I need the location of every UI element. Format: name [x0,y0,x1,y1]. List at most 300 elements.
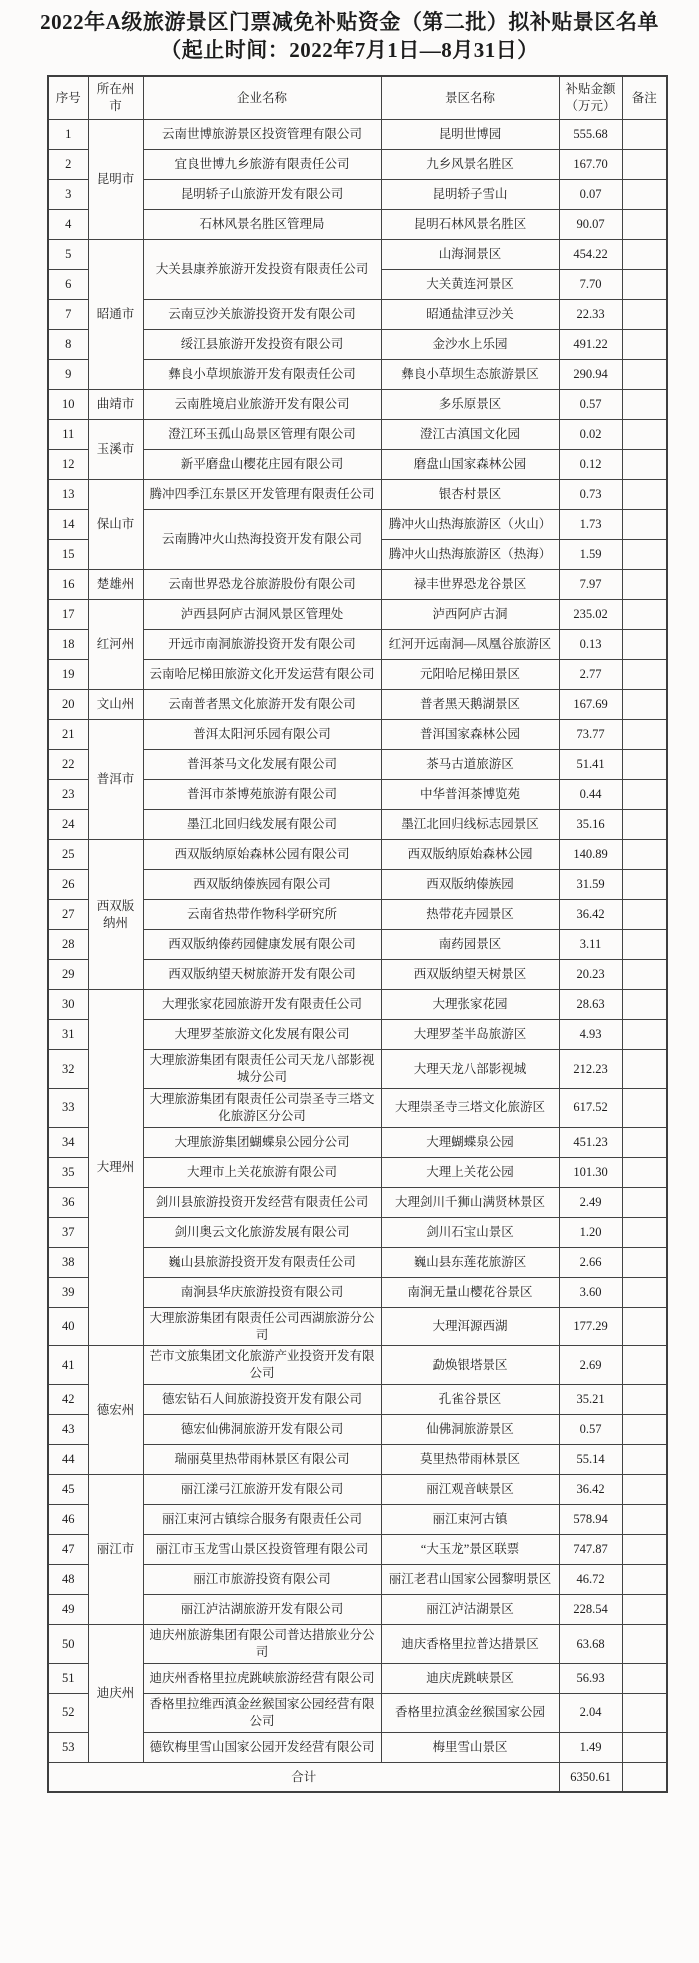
row-no-cell: 12 [48,450,88,480]
company-cell: 大理旅游集团有限责任公司天龙八部影视城分公司 [143,1050,381,1089]
row-no-cell: 41 [48,1346,88,1385]
company-cell: 迪庆州香格里拉虎跳峡旅游经营有限公司 [143,1663,381,1693]
amount-cell: 46.72 [559,1565,622,1595]
note-cell [622,1050,667,1089]
note-cell [622,960,667,990]
scenic-cell: 大理剑川千狮山满贤林景区 [381,1187,559,1217]
scenic-cell: 南药园景区 [381,930,559,960]
scenic-cell: 香格里拉滇金丝猴国家公园 [381,1693,559,1732]
row-no-cell: 8 [48,330,88,360]
row-no-cell: 48 [48,1565,88,1595]
row-no-cell: 42 [48,1385,88,1415]
note-cell [622,300,667,330]
scenic-cell: 腾冲火山热海旅游区（火山） [381,510,559,540]
scenic-cell: 西双版纳傣族园 [381,870,559,900]
row-no-cell: 15 [48,540,88,570]
title-line-2: （起止时间：2022年7月1日—8月31日） [160,38,539,63]
amount-cell: 56.93 [559,1663,622,1693]
amount-cell: 31.59 [559,870,622,900]
company-cell: 西双版纳傣药园健康发展有限公司 [143,930,381,960]
row-no-cell: 51 [48,1663,88,1693]
company-cell: 大理旅游集团蝴蝶泉公园分公司 [143,1127,381,1157]
note-cell [622,1565,667,1595]
company-cell: 云南腾冲火山热海投资开发有限公司 [143,510,381,570]
row-no-cell: 35 [48,1157,88,1187]
row-no-cell: 27 [48,900,88,930]
table-row [48,240,667,270]
note-cell [622,1505,667,1535]
amount-cell: 51.41 [559,750,622,780]
note-cell [622,1307,667,1346]
table-row [48,840,667,870]
scenic-cell: 昆明轿子雪山 [381,180,559,210]
row-no-cell: 53 [48,1732,88,1762]
city-cell: 曲靖市 [88,390,143,420]
amount-cell: 1.59 [559,540,622,570]
city-cell: 丽江市 [88,1475,143,1625]
amount-cell: 2.69 [559,1346,622,1385]
amount-cell: 451.23 [559,1127,622,1157]
company-cell: 大理旅游集团有限责任公司崇圣寺三塔文化旅游区分公司 [143,1088,381,1127]
scenic-cell: 丽江老君山国家公园黎明景区 [381,1565,559,1595]
total-label-cell: 合计 [48,1762,559,1792]
amount-cell: 555.68 [559,120,622,150]
scenic-cell: 大理洱源西湖 [381,1307,559,1346]
scenic-cell: 仙佛洞旅游景区 [381,1415,559,1445]
total-amount-cell: 6350.61 [559,1762,622,1792]
header-company: 企业名称 [143,76,381,120]
amount-cell: 1.49 [559,1732,622,1762]
note-cell [622,420,667,450]
company-cell: 云南普者黑文化旅游开发有限公司 [143,690,381,720]
company-cell: 云南世界恐龙谷旅游股份有限公司 [143,570,381,600]
note-cell [622,1187,667,1217]
company-cell: 云南省热带作物科学研究所 [143,900,381,930]
scenic-cell: 勐焕银塔景区 [381,1346,559,1385]
note-cell [622,1277,667,1307]
note-cell [622,1415,667,1445]
note-cell [622,450,667,480]
company-cell: 大理罗荃旅游文化发展有限公司 [143,1020,381,1050]
scenic-cell: 普者黑天鹅湖景区 [381,690,559,720]
amount-cell: 36.42 [559,900,622,930]
scenic-cell: 南涧无量山樱花谷景区 [381,1277,559,1307]
note-cell [622,390,667,420]
company-cell: 南涧县华庆旅游投资有限公司 [143,1277,381,1307]
scenic-cell: 墨江北回归线标志园景区 [381,810,559,840]
amount-cell: 0.07 [559,180,622,210]
scenic-cell: 西双版纳原始森林公园 [381,840,559,870]
amount-cell: 4.93 [559,1020,622,1050]
row-no-cell: 47 [48,1535,88,1565]
row-no-cell: 39 [48,1277,88,1307]
table-header [48,76,667,120]
note-cell [622,1157,667,1187]
header-row [48,76,667,120]
note-cell [622,780,667,810]
note-cell [622,720,667,750]
row-no-cell: 10 [48,390,88,420]
row-no-cell: 22 [48,750,88,780]
table-row [48,570,667,600]
company-cell: 德宏仙佛洞旅游开发有限公司 [143,1415,381,1445]
scenic-cell: 丽江泸沽湖景区 [381,1595,559,1625]
company-cell: 芒市文旅集团文化旅游产业投资开发有限公司 [143,1346,381,1385]
note-cell [622,180,667,210]
row-no-cell: 52 [48,1693,88,1732]
scenic-cell: 山海洞景区 [381,240,559,270]
company-cell: 云南胜境启业旅游开发有限公司 [143,390,381,420]
note-cell [622,1217,667,1247]
company-cell: 剑川县旅游投资开发经营有限责任公司 [143,1187,381,1217]
scenic-cell: 中华普洱茶博览苑 [381,780,559,810]
table-row [48,690,667,720]
note-cell [622,1127,667,1157]
company-cell: 西双版纳傣族园有限公司 [143,870,381,900]
company-cell: 普洱市茶博苑旅游有限公司 [143,780,381,810]
row-no-cell: 5 [48,240,88,270]
row-no-cell: 29 [48,960,88,990]
scenic-cell: 澄江古滇国文化园 [381,420,559,450]
table-row [48,1346,667,1385]
company-cell: 西双版纳望天树旅游开发有限公司 [143,960,381,990]
note-cell [622,120,667,150]
company-cell: 宜良世博九乡旅游有限责任公司 [143,150,381,180]
row-no-cell: 17 [48,600,88,630]
scenic-cell: 腾冲火山热海旅游区（热海） [381,540,559,570]
row-no-cell: 40 [48,1307,88,1346]
scenic-cell: 丽江观音峡景区 [381,1475,559,1505]
scenic-cell: 多乐原景区 [381,390,559,420]
row-no-cell: 49 [48,1595,88,1625]
amount-cell: 140.89 [559,840,622,870]
note-cell [622,630,667,660]
note-cell [622,1088,667,1127]
table-body [48,120,667,1763]
row-no-cell: 4 [48,210,88,240]
city-cell: 玉溪市 [88,420,143,480]
amount-cell: 0.13 [559,630,622,660]
note-cell [622,690,667,720]
amount-cell: 1.73 [559,510,622,540]
note-cell [622,750,667,780]
amount-cell: 22.33 [559,300,622,330]
city-cell: 西双版纳州 [88,840,143,990]
amount-cell: 177.29 [559,1307,622,1346]
company-cell: 丽江漾弓江旅游开发有限公司 [143,1475,381,1505]
company-cell: 丽江泸沽湖旅游开发有限公司 [143,1595,381,1625]
company-cell: 泸西县阿庐古洞风景区管理处 [143,600,381,630]
amount-cell: 2.66 [559,1247,622,1277]
note-cell [622,1247,667,1277]
scenic-cell: 元阳哈尼梯田景区 [381,660,559,690]
row-no-cell: 38 [48,1247,88,1277]
note-cell [622,1625,667,1664]
row-no-cell: 33 [48,1088,88,1127]
scenic-cell: 九乡风景名胜区 [381,150,559,180]
row-no-cell: 45 [48,1475,88,1505]
company-cell: 云南哈尼梯田旅游文化开发运营有限公司 [143,660,381,690]
scenic-cell: 迪庆虎跳峡景区 [381,1663,559,1693]
row-no-cell: 13 [48,480,88,510]
city-cell: 楚雄州 [88,570,143,600]
row-no-cell: 34 [48,1127,88,1157]
amount-cell: 28.63 [559,990,622,1020]
scenic-cell: 巍山县东莲花旅游区 [381,1247,559,1277]
company-cell: 丽江市玉龙雪山景区投资管理有限公司 [143,1535,381,1565]
amount-cell: 35.16 [559,810,622,840]
row-no-cell: 36 [48,1187,88,1217]
scenic-cell: 昆明世博园 [381,120,559,150]
header-no: 序号 [48,76,88,120]
company-cell: 德宏钻石人间旅游投资开发有限公司 [143,1385,381,1415]
scenic-cell: 大理崇圣寺三塔文化旅游区 [381,1088,559,1127]
row-no-cell: 44 [48,1445,88,1475]
note-cell [622,930,667,960]
scenic-cell: 迪庆香格里拉普达措景区 [381,1625,559,1664]
amount-cell: 747.87 [559,1535,622,1565]
company-cell: 普洱太阳河乐园有限公司 [143,720,381,750]
table-row [48,1625,667,1664]
scenic-cell: 昭通盐津豆沙关 [381,300,559,330]
amount-cell: 101.30 [559,1157,622,1187]
row-no-cell: 50 [48,1625,88,1664]
city-cell: 保山市 [88,480,143,570]
scenic-cell: 金沙水上乐园 [381,330,559,360]
note-cell [622,330,667,360]
company-cell: 开远市南洞旅游投资开发有限公司 [143,630,381,660]
subsidy-table [47,75,668,1794]
amount-cell: 35.21 [559,1385,622,1415]
amount-cell: 20.23 [559,960,622,990]
city-cell: 迪庆州 [88,1625,143,1763]
scenic-cell: 丽江束河古镇 [381,1505,559,1535]
scenic-cell: 梅里雪山景区 [381,1732,559,1762]
row-no-cell: 14 [48,510,88,540]
row-no-cell: 19 [48,660,88,690]
amount-cell: 2.77 [559,660,622,690]
note-cell [622,150,667,180]
row-no-cell: 32 [48,1050,88,1089]
table-row [48,990,667,1020]
amount-cell: 0.57 [559,390,622,420]
amount-cell: 578.94 [559,1505,622,1535]
company-cell: 绥江县旅游开发投资有限公司 [143,330,381,360]
row-no-cell: 20 [48,690,88,720]
total-note-cell [622,1762,667,1792]
header-city: 所在州市 [88,76,143,120]
table-row [48,480,667,510]
note-cell [622,540,667,570]
city-cell: 昭通市 [88,240,143,390]
amount-cell: 55.14 [559,1445,622,1475]
table-row [48,1475,667,1505]
row-no-cell: 30 [48,990,88,1020]
city-cell: 文山州 [88,690,143,720]
amount-cell: 2.49 [559,1187,622,1217]
scenic-cell: 茶马古道旅游区 [381,750,559,780]
amount-cell: 73.77 [559,720,622,750]
note-cell [622,510,667,540]
company-cell: 大关县康养旅游开发投资有限责任公司 [143,240,381,300]
city-cell: 红河州 [88,600,143,690]
amount-cell: 617.52 [559,1088,622,1127]
amount-cell: 63.68 [559,1625,622,1664]
scenic-cell: “大玉龙”景区联票 [381,1535,559,1565]
company-cell: 云南世博旅游景区投资管理有限公司 [143,120,381,150]
scenic-cell: 大关黄连河景区 [381,270,559,300]
row-no-cell: 11 [48,420,88,450]
note-cell [622,1445,667,1475]
note-cell [622,810,667,840]
total-row [48,1762,667,1792]
note-cell [622,1595,667,1625]
company-cell: 丽江束河古镇综合服务有限责任公司 [143,1505,381,1535]
amount-cell: 0.44 [559,780,622,810]
row-no-cell: 28 [48,930,88,960]
note-cell [622,990,667,1020]
note-cell [622,840,667,870]
amount-cell: 0.57 [559,1415,622,1445]
note-cell [622,1020,667,1050]
company-cell: 新平磨盘山樱花庄园有限公司 [143,450,381,480]
row-no-cell: 46 [48,1505,88,1535]
city-cell: 大理州 [88,990,143,1346]
title-line-1: 2022年A级旅游景区门票减免补贴资金（第二批）拟补贴景区名单 [40,10,659,34]
city-cell: 德宏州 [88,1346,143,1475]
scenic-cell: 昆明石林风景名胜区 [381,210,559,240]
scenic-cell: 银杏村景区 [381,480,559,510]
company-cell: 彝良小草坝旅游开发有限责任公司 [143,360,381,390]
company-cell: 大理旅游集团有限责任公司西湖旅游分公司 [143,1307,381,1346]
table-row [48,720,667,750]
amount-cell: 36.42 [559,1475,622,1505]
row-no-cell: 26 [48,870,88,900]
note-cell [622,210,667,240]
amount-cell: 167.70 [559,150,622,180]
table-footer [48,1762,667,1792]
amount-cell: 7.97 [559,570,622,600]
company-cell: 大理张家花园旅游开发有限责任公司 [143,990,381,1020]
amount-cell: 454.22 [559,240,622,270]
amount-cell: 228.54 [559,1595,622,1625]
note-cell [622,660,667,690]
row-no-cell: 31 [48,1020,88,1050]
amount-cell: 491.22 [559,330,622,360]
scenic-cell: 普洱国家森林公园 [381,720,559,750]
amount-cell: 90.07 [559,210,622,240]
company-cell: 巍山县旅游投资开发有限责任公司 [143,1247,381,1277]
note-cell [622,900,667,930]
amount-cell: 1.20 [559,1217,622,1247]
table-row [48,390,667,420]
row-no-cell: 24 [48,810,88,840]
row-no-cell: 23 [48,780,88,810]
table-row [48,600,667,630]
scenic-cell: 禄丰世界恐龙谷景区 [381,570,559,600]
amount-cell: 167.69 [559,690,622,720]
company-cell: 云南豆沙关旅游投资开发有限公司 [143,300,381,330]
note-cell [622,360,667,390]
table-row [48,120,667,150]
scenic-cell: 西双版纳望天树景区 [381,960,559,990]
scenic-cell: 大理天龙八部影视城 [381,1050,559,1089]
row-no-cell: 25 [48,840,88,870]
note-cell [622,240,667,270]
scenic-cell: 莫里热带雨林景区 [381,1445,559,1475]
header-scenic: 景区名称 [381,76,559,120]
note-cell [622,1346,667,1385]
row-no-cell: 18 [48,630,88,660]
company-cell: 澄江环玉孤山岛景区管理有限公司 [143,420,381,450]
note-cell [622,870,667,900]
company-cell: 剑川奥云文化旅游发展有限公司 [143,1217,381,1247]
note-cell [622,1535,667,1565]
company-cell: 瑞丽莫里热带雨林景区有限公司 [143,1445,381,1475]
scenic-cell: 大理上关花公园 [381,1157,559,1187]
row-no-cell: 2 [48,150,88,180]
company-cell: 香格里拉维西滇金丝猴国家公园经营有限公司 [143,1693,381,1732]
header-note: 备注 [622,76,667,120]
note-cell [622,1732,667,1762]
city-cell: 昆明市 [88,120,143,240]
company-cell: 大理市上关花旅游有限公司 [143,1157,381,1187]
note-cell [622,1693,667,1732]
scenic-cell: 磨盘山国家森林公园 [381,450,559,480]
amount-cell: 3.60 [559,1277,622,1307]
scenic-cell: 剑川石宝山景区 [381,1217,559,1247]
note-cell [622,570,667,600]
note-cell [622,1475,667,1505]
amount-cell: 7.70 [559,270,622,300]
company-cell: 丽江市旅游投资有限公司 [143,1565,381,1595]
company-cell: 墨江北回归线发展有限公司 [143,810,381,840]
company-cell: 迪庆州旅游集团有限公司普达措旅业分公司 [143,1625,381,1664]
row-no-cell: 43 [48,1415,88,1445]
amount-cell: 212.23 [559,1050,622,1089]
company-cell: 西双版纳原始森林公园有限公司 [143,840,381,870]
company-cell: 普洱茶马文化发展有限公司 [143,750,381,780]
amount-cell: 0.02 [559,420,622,450]
row-no-cell: 1 [48,120,88,150]
page-title [10,8,689,65]
scenic-cell: 红河开远南洞—凤凰谷旅游区 [381,630,559,660]
row-no-cell: 7 [48,300,88,330]
row-no-cell: 6 [48,270,88,300]
city-cell: 普洱市 [88,720,143,840]
amount-cell: 2.04 [559,1693,622,1732]
amount-cell: 235.02 [559,600,622,630]
company-cell: 德钦梅里雪山国家公园开发经营有限公司 [143,1732,381,1762]
company-cell: 腾冲四季江东景区开发管理有限责任公司 [143,480,381,510]
row-no-cell: 21 [48,720,88,750]
scenic-cell: 大理蝴蝶泉公园 [381,1127,559,1157]
row-no-cell: 16 [48,570,88,600]
scenic-cell: 泸西阿庐古洞 [381,600,559,630]
scenic-cell: 大理张家花园 [381,990,559,1020]
amount-cell: 290.94 [559,360,622,390]
company-cell: 石林风景名胜区管理局 [143,210,381,240]
note-cell [622,1385,667,1415]
scenic-cell: 孔雀谷景区 [381,1385,559,1415]
note-cell [622,480,667,510]
amount-cell: 0.73 [559,480,622,510]
scenic-cell: 热带花卉园景区 [381,900,559,930]
table-row [48,420,667,450]
note-cell [622,1663,667,1693]
scenic-cell: 大理罗荃半岛旅游区 [381,1020,559,1050]
row-no-cell: 9 [48,360,88,390]
